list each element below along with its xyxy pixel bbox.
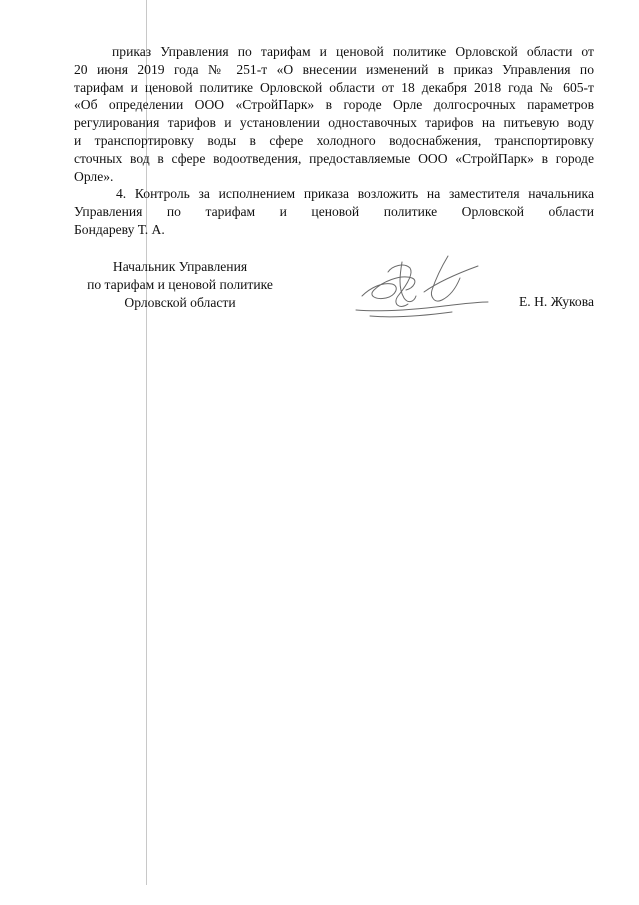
text-line: «Об определении ООО «СтройПарк» в городе Орле долгосрочных параметров [74, 97, 594, 113]
position-line: Орловской области [124, 294, 236, 310]
document-body [74, 43, 594, 239]
text-line: регулирования тарифов и установлении одноставочных тарифов на питьевую воду [74, 115, 594, 131]
handwritten-signature [352, 252, 492, 326]
text-line: 4. Контроль за исполнением приказа возложить на заместителя начальника [116, 186, 594, 202]
text-line: Управления по тарифам и ценовой политике Орловской области [74, 204, 594, 220]
text-line: приказ Управления по тарифам и ценовой политике Орловской области от [112, 44, 594, 59]
position-line: Начальник Управления [112, 259, 248, 274]
text-line: Орле». [74, 168, 114, 184]
paragraph-continuation [74, 43, 594, 185]
clause-4 [74, 185, 594, 238]
text-line: Бондареву Т. А. [74, 221, 165, 237]
text-line: сточных вод в сфере водоотведения, предоставляемые ООО «СтройПарк» в городе [74, 150, 594, 166]
position-line: по тарифам и ценовой политике [87, 276, 273, 292]
text-line: 20 июня 2019 года № 251-т «О внесении изменений в приказ Управления по [74, 61, 594, 77]
signer-name: Е. Н. Жукова [518, 294, 594, 309]
signer-position [60, 258, 300, 311]
signature-block [0, 258, 639, 338]
text-line: тарифам и ценовой политике Орловской области от 18 декабря 2018 года № 605-т [74, 79, 594, 95]
text-line: и транспортировку воды в сфере холодного водоснабжения, транспортировку [74, 132, 594, 148]
